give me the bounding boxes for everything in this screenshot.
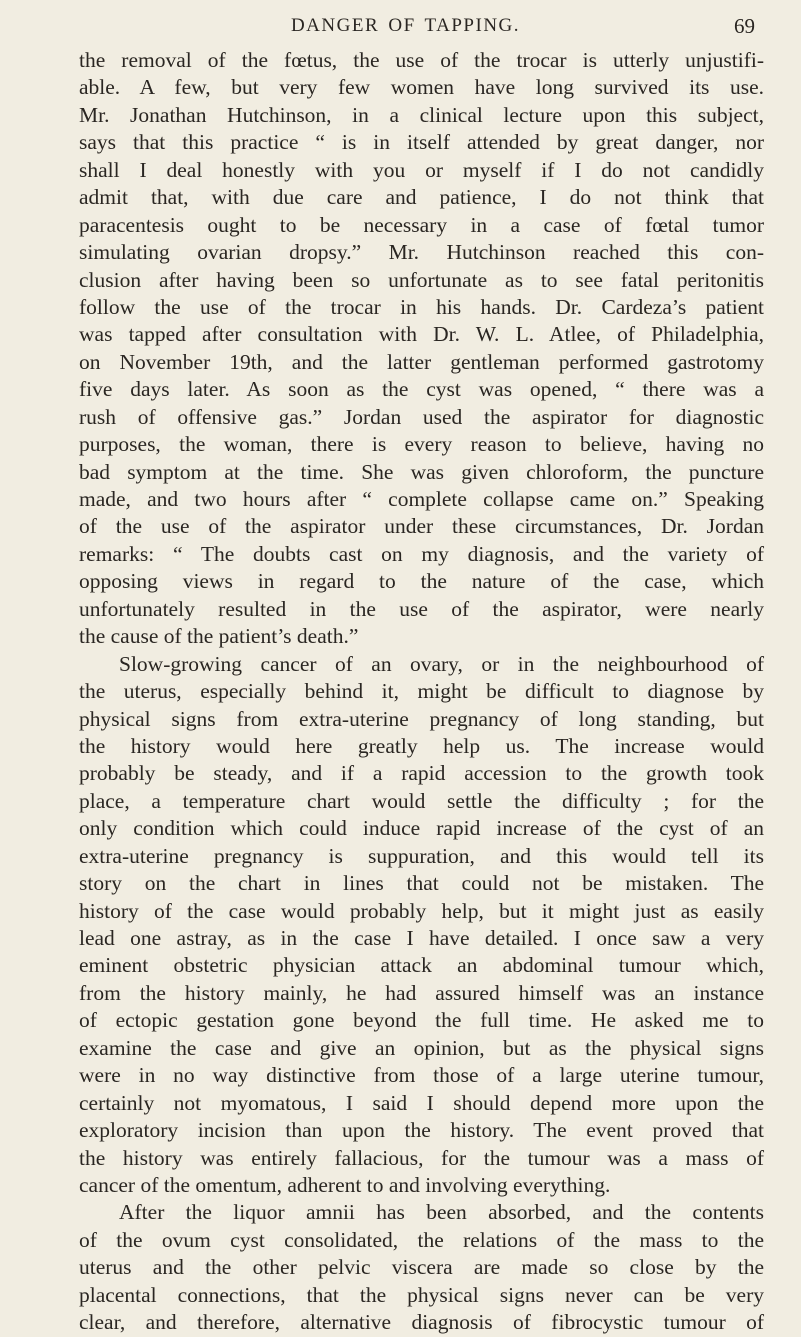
text-line: clusion after having been so unfortunate as to see fatal peritonitis	[79, 267, 764, 292]
text-line: cancer of the omentum, adherent to and involving everything.	[79, 1172, 611, 1197]
text-line: lead one astray, as in the case I have detailed. I once saw a very	[79, 926, 764, 950]
text-line: admit that, with due care and patience, I do not think that	[79, 185, 764, 210]
text-line: the cause of the patient’s death.”	[79, 624, 359, 649]
text-line: placental connections, that the physical signs never can be very	[79, 1282, 764, 1307]
paragraph-first-line: Slow-growing cancer of an ovary, or in the neighbourhood of	[119, 651, 764, 676]
text-line: history of the case would probably help, but it might just as easily	[79, 898, 764, 923]
text-line: rush of offensive gas.” Jordan used the aspirator for diagnostic	[79, 404, 764, 429]
text-line: extra-uterine pregnancy is suppuration, and this would tell its	[79, 843, 764, 868]
page-number: 69	[734, 14, 755, 38]
text-line: was tapped after consultation with Dr. W. L. Atlee, of Philadelphia,	[79, 322, 764, 347]
text-line: able. A few, but very few women have long survived its use.	[79, 75, 764, 100]
text-line: remarks: “ The doubts cast on my diagnosis, and the variety of	[79, 541, 764, 566]
text-line: eminent obstetric physician attack an abdominal tumour which,	[79, 953, 764, 978]
text-line: Mr. Jonathan Hutchinson, in a clinical lecture upon this subject,	[79, 102, 764, 127]
paragraph-first-line: After the liquor amnii has been absorbed, and the contents	[119, 1200, 764, 1225]
text-line: clear, and therefore, alternative diagnosis of fibrocystic tumour of	[79, 1310, 764, 1335]
text-line: shall I deal honestly with you or myself if I do not candidly	[79, 157, 764, 182]
text-line: were in no way distinctive from those of a large uterine tumour,	[79, 1063, 764, 1088]
text-line: purposes, the woman, there is every reason to believe, having no	[79, 432, 764, 457]
text-line: uterus and the other pelvic viscera are made so close by the	[79, 1255, 764, 1280]
text-line: exploratory incision than upon the history. The event proved that	[79, 1118, 764, 1143]
text-line: story on the chart in lines that could not be mistaken. The	[79, 871, 764, 896]
text-line: examine the case and give an opinion, but as the physical signs	[79, 1035, 764, 1060]
text-line: place, a temperature chart would settle the difficulty ; for the	[79, 788, 764, 813]
text-line: of ectopic gestation gone beyond the full time. He asked me to	[79, 1008, 764, 1033]
text-line: the history was entirely fallacious, for the tumour was a mass of	[79, 1145, 764, 1170]
body-text	[79, 47, 764, 1337]
text-line: follow the use of the trocar in his hands. Dr. Cardeza’s patient	[79, 294, 764, 319]
text-line: from the history mainly, he had assured himself was an instance	[79, 980, 764, 1005]
text-line: certainly not myomatous, I said I should depend more upon the	[79, 1090, 764, 1115]
text-line: the removal of the fœtus, the use of the trocar is utterly unjustifi-	[79, 48, 764, 72]
text-line: five days later. As soon as the cyst was opened, “ there was a	[79, 377, 764, 402]
text-line: made, and two hours after “ complete collapse came on.” Speaking	[79, 487, 764, 511]
text-line: of the ovum cyst consolidated, the relations of the mass to the	[79, 1227, 764, 1252]
running-head	[50, 15, 761, 41]
text-line: opposing views in regard to the nature of the case, which	[79, 569, 764, 594]
text-line: paracentesis ought to be necessary in a case of fœtal tumor	[79, 212, 764, 237]
text-line: unfortunately resulted in the use of the aspirator, were nearly	[79, 596, 764, 621]
text-line: the uterus, especially behind it, might be difficult to diagnose by	[79, 679, 764, 704]
text-line: of the use of the aspirator under these circumstances, Dr. Jordan	[79, 514, 764, 539]
text-line: bad symptom at the time. She was given chloroform, the puncture	[79, 459, 764, 484]
text-line: on November 19th, and the latter gentleman performed gastrotomy	[79, 349, 764, 374]
text-line: physical signs from extra-uterine pregnancy of long standing, but	[79, 706, 764, 731]
text-line: probably be steady, and if a rapid accession to the growth took	[79, 761, 764, 786]
running-title: DANGER OF TAPPING.	[290, 15, 521, 36]
text-line: the history would here greatly help us. The increase would	[79, 733, 764, 758]
text-line: simulating ovarian dropsy.” Mr. Hutchinson reached this con-	[79, 240, 764, 265]
text-line: only condition which could induce rapid increase of the cyst of an	[79, 816, 764, 841]
text-line: says that this practice “ is in itself attended by great danger, nor	[79, 130, 764, 155]
